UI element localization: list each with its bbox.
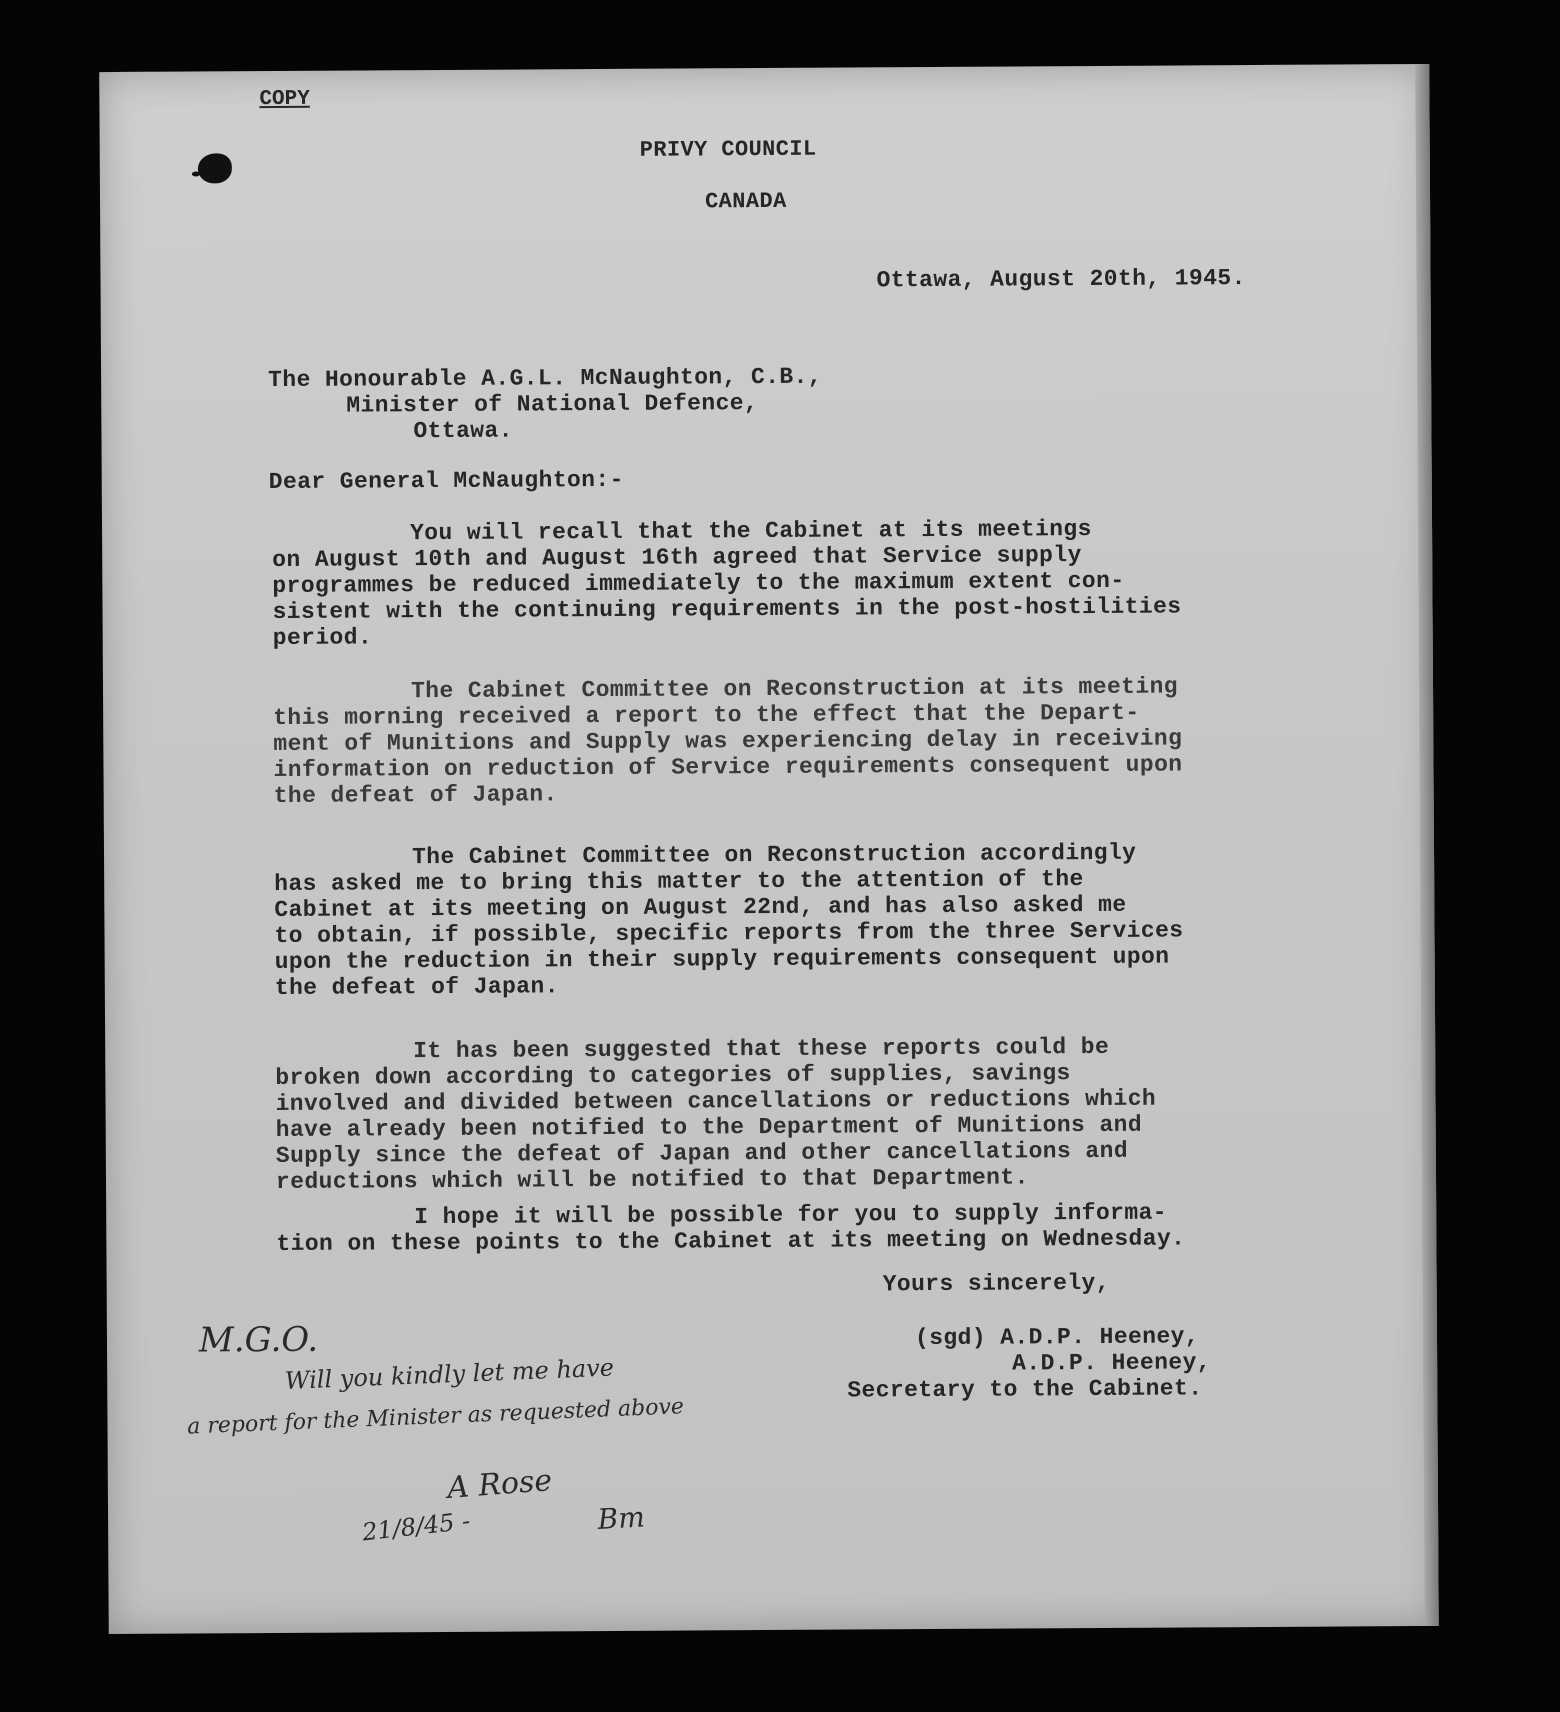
recipient-name: The Honourable A.G.L. McNaughton, C.B., [268,363,823,394]
salutation: Dear General McNaughton:- [268,466,624,496]
signature-title: Secretary to the Cabinet. [847,1375,1203,1404]
paragraph-4 [275,1033,1336,1195]
paragraph-line: ment of Munitions and Supply was experiencing delay in receiving [273,725,1183,758]
paragraph-line: The Cabinet Committee on Reconstruction accordingly [411,839,1137,871]
handwritten-request-line-1: Will you kindly let me have [284,1353,615,1395]
date-line: Ottawa, August 20th, 1945. [876,265,1246,294]
paragraph-line: the defeat of Japan. [274,973,559,1002]
paragraph-line: Supply since the defeat of Japan and other cancellations and [275,1137,1129,1170]
recipient-city: Ottawa. [413,417,513,445]
paragraph-line: involved and divided between cancellations or reductions which [275,1085,1157,1118]
copy-mark: COPY [259,87,310,112]
paragraph-2 [273,673,1334,809]
handwritten-note [167,1305,869,1609]
paragraph-line: upon the reduction in their supply requirements consequent upon [274,943,1170,976]
paragraph-line: programmes be reduced immediately to the maximum extent con- [272,567,1125,600]
signature-name: A.D.P. Heeney, [1012,1349,1212,1377]
paragraph-line: information on reduction of Service requirements consequent upon [273,751,1183,784]
paragraph-3 [274,839,1335,1001]
paragraph-line: on August 10th and August 16th agreed that Service supply [272,542,1082,574]
closing: Yours sincerely, [882,1269,1110,1298]
paragraph-line: The Cabinet Committee on Reconstruction at its meeting [410,673,1179,705]
paragraph-line: this morning received a report to the effect that the Depart- [273,699,1140,732]
letterhead-canada: CANADA [704,188,787,215]
paragraph-line: has asked me to bring this matter to the attention of the [274,866,1084,898]
letterhead-privy-council: PRIVY COUNCIL [639,136,817,163]
recipient-title: Minister of National Defence, [346,390,759,419]
paragraph-line: to obtain, if possible, specific reports from the three Services [274,917,1184,950]
paragraph-line: sistent with the continuing requirements in the post-hostilities [272,593,1182,626]
paragraph-line: Cabinet at its meeting on August 22nd, and has also asked me [274,891,1127,924]
paragraph-line: You will recall that the Cabinet at its meetings [409,516,1092,547]
paragraph-line: reductions which will be notified to that Department. [275,1164,1029,1196]
paragraph-line: tion on these points to the Cabinet at its meeting on Wednesday. [276,1225,1186,1258]
paragraph-line: It has been suggested that these reports could be [413,1033,1110,1065]
paragraph-1 [272,515,1333,651]
handwritten-mgo: M.G.O. [198,1319,319,1361]
paragraph-5 [276,1199,1336,1257]
paragraph-line: the defeat of Japan. [273,781,558,810]
paragraph-line: I hope it will be possible for you to supply informa- [414,1199,1168,1231]
paragraph-line: period. [272,624,373,652]
page-edge-shadow [1415,64,1439,1626]
letter-page [99,64,1439,1634]
paragraph-line: broken down according to categories of supplies, savings [275,1060,1071,1092]
ink-blot-icon [198,153,232,183]
signature-sgd: (sgd) A.D.P. Heeney, [914,1323,1200,1352]
handwritten-initials: Bm [596,1500,646,1537]
handwritten-signature: A Rose [445,1463,554,1506]
handwritten-request-line-2: a report for the Minister as requested above [186,1394,685,1440]
paragraph-line: have already been notified to the Department of Munitions and [275,1111,1143,1144]
handwritten-date: 21/8/45 - [360,1506,472,1547]
